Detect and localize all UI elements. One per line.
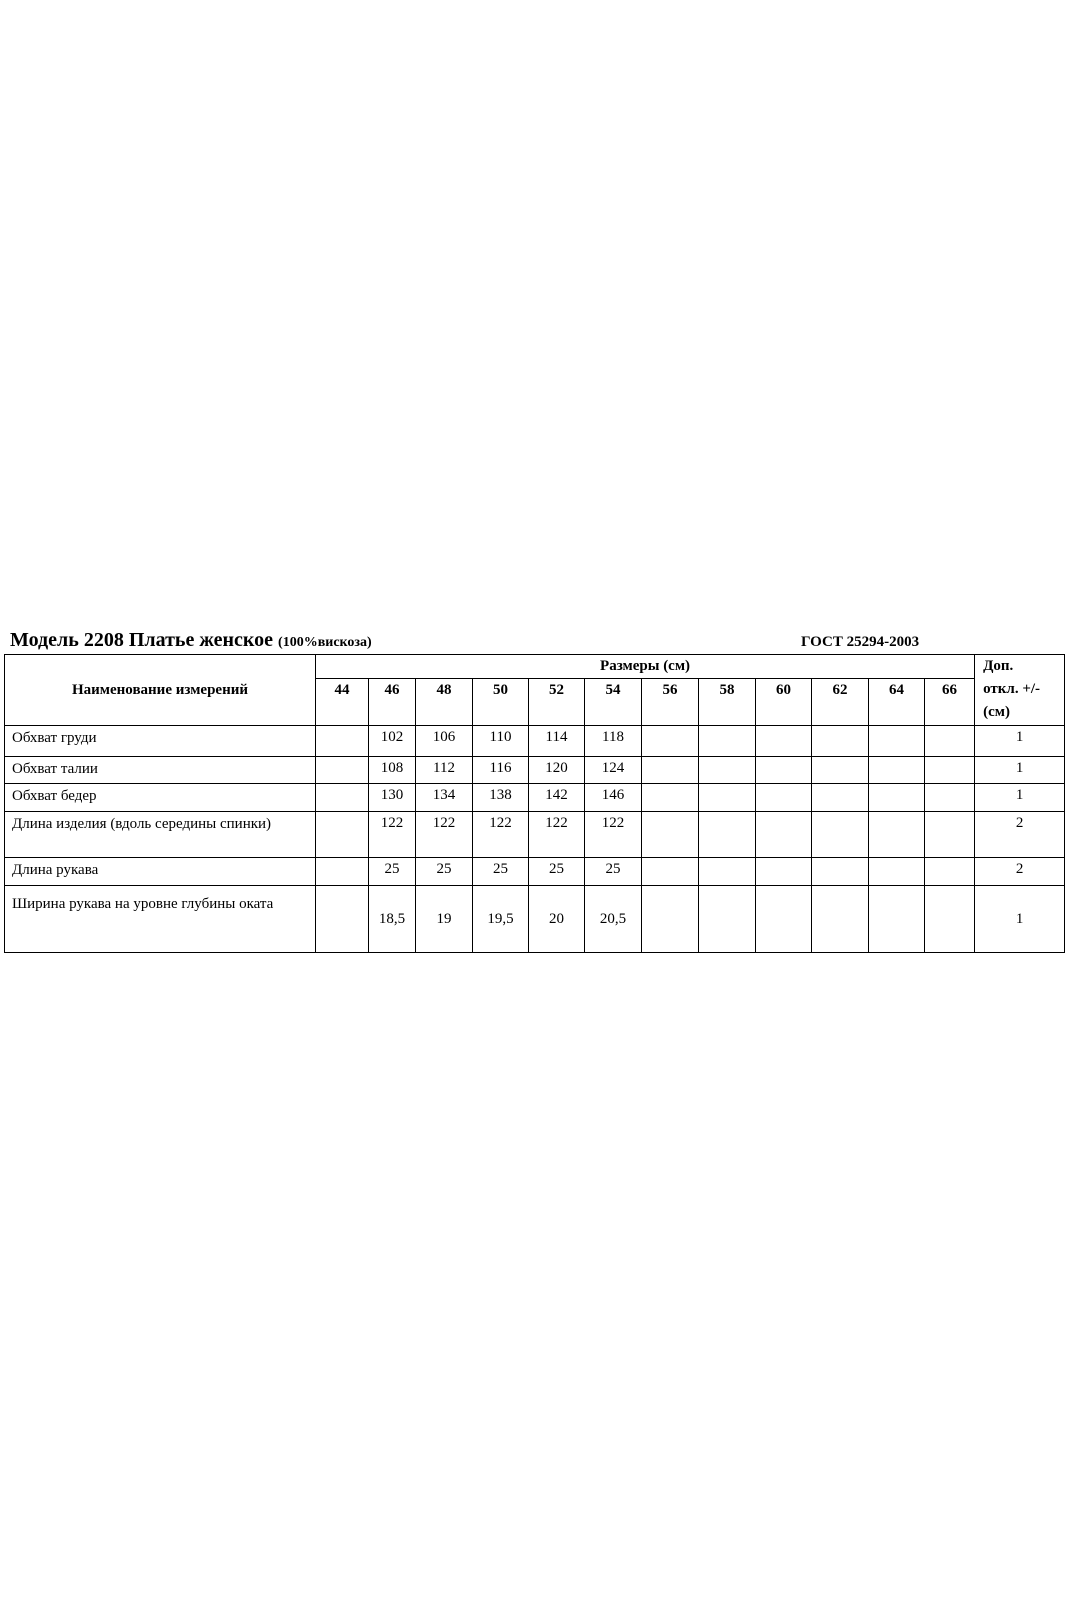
- measurement-value: 120: [529, 757, 585, 784]
- measurement-value: [756, 886, 812, 953]
- sizes-group-header: Размеры (см): [316, 655, 975, 679]
- tolerance-value: 1: [975, 784, 1065, 812]
- measurement-value: 25: [473, 858, 529, 886]
- measurement-value: 25: [529, 858, 585, 886]
- measurement-value: 18,5: [369, 886, 416, 953]
- measurement-value: 142: [529, 784, 585, 812]
- measurement-value: [699, 784, 756, 812]
- size-column-header: 64: [869, 679, 925, 726]
- measurement-value: [642, 784, 699, 812]
- measurement-value: 122: [529, 812, 585, 858]
- measurement-value: 122: [585, 812, 642, 858]
- measurement-value: [869, 858, 925, 886]
- measurement-value: 25: [585, 858, 642, 886]
- measurement-value: [812, 726, 869, 757]
- tolerance-value: 1: [975, 726, 1065, 757]
- measurement-value: [642, 886, 699, 953]
- table-row: [5, 886, 1065, 953]
- size-column-header: 46: [369, 679, 416, 726]
- tolerance-header-line: Доп.: [983, 658, 1014, 674]
- tolerance-value: 2: [975, 858, 1065, 886]
- measurement-value: [316, 886, 369, 953]
- table-row: [5, 858, 1065, 886]
- measurement-name: Длина изделия (вдоль середины спинки): [5, 812, 316, 858]
- measurement-value: [812, 757, 869, 784]
- measurement-value: [316, 812, 369, 858]
- measurement-value: [869, 757, 925, 784]
- measurement-value: 122: [473, 812, 529, 858]
- model-title: [10, 629, 372, 652]
- measurement-value: [699, 886, 756, 953]
- measurement-value: [869, 812, 925, 858]
- measurement-value: [812, 858, 869, 886]
- measurement-value: 19,5: [473, 886, 529, 953]
- measurement-name: Обхват бедер: [5, 784, 316, 812]
- tolerance-value: 1: [975, 886, 1065, 953]
- measurement-value: 25: [369, 858, 416, 886]
- table-row: [5, 784, 1065, 812]
- measurement-value: [699, 812, 756, 858]
- measurement-value: [925, 858, 975, 886]
- measurement-value: 106: [416, 726, 473, 757]
- model-name: Модель 2208 Платье женское: [10, 629, 274, 651]
- measurement-value: [756, 757, 812, 784]
- document-header: [10, 629, 1060, 655]
- tolerance-header-line: (см): [983, 704, 1010, 720]
- table-row: [5, 757, 1065, 784]
- measurement-value: [812, 886, 869, 953]
- measurement-value: [925, 812, 975, 858]
- measurement-value: 102: [369, 726, 416, 757]
- measurement-value: [699, 858, 756, 886]
- size-column-header: 60: [756, 679, 812, 726]
- table-body: [5, 726, 1065, 953]
- measurement-value: 114: [529, 726, 585, 757]
- measurement-name-header: Наименование измерений: [5, 655, 316, 726]
- measurement-value: [869, 726, 925, 757]
- measurement-value: [925, 726, 975, 757]
- measurement-value: [756, 784, 812, 812]
- measurement-name: Обхват талии: [5, 757, 316, 784]
- measurement-value: [812, 812, 869, 858]
- measurement-value: [642, 812, 699, 858]
- measurement-value: [699, 726, 756, 757]
- measurement-value: [316, 784, 369, 812]
- tolerance-header: [975, 655, 1065, 726]
- measurement-value: [925, 784, 975, 812]
- size-column-header: 58: [699, 679, 756, 726]
- size-column-header: 66: [925, 679, 975, 726]
- size-column-header: 52: [529, 679, 585, 726]
- measurement-name: Ширина рукава на уровне глубины оката: [5, 886, 316, 953]
- table-header-row: [5, 655, 1065, 679]
- measurement-value: [869, 784, 925, 812]
- measurement-value: [642, 858, 699, 886]
- measurement-value: 116: [473, 757, 529, 784]
- measurement-value: [756, 726, 812, 757]
- measurement-value: 20,5: [585, 886, 642, 953]
- measurement-value: [642, 726, 699, 757]
- measurement-value: [869, 886, 925, 953]
- measurement-value: [699, 757, 756, 784]
- tolerance-value: 2: [975, 812, 1065, 858]
- measurement-value: [756, 812, 812, 858]
- measurement-value: [756, 858, 812, 886]
- size-column-header: 56: [642, 679, 699, 726]
- measurement-value: [925, 886, 975, 953]
- measurement-value: 122: [369, 812, 416, 858]
- size-chart-table: [4, 654, 1065, 953]
- table-row: [5, 726, 1065, 757]
- measurement-name: Обхват груди: [5, 726, 316, 757]
- measurement-value: [925, 757, 975, 784]
- tolerance-value: 1: [975, 757, 1065, 784]
- size-column-header: 50: [473, 679, 529, 726]
- size-column-header: 62: [812, 679, 869, 726]
- measurement-value: 122: [416, 812, 473, 858]
- measurement-name: Длина рукава: [5, 858, 316, 886]
- measurement-value: 146: [585, 784, 642, 812]
- size-column-header: 48: [416, 679, 473, 726]
- measurement-value: 25: [416, 858, 473, 886]
- gost-standard: ГОСТ 25294-2003: [801, 634, 920, 650]
- measurement-value: 108: [369, 757, 416, 784]
- size-column-header: 54: [585, 679, 642, 726]
- measurement-value: 130: [369, 784, 416, 812]
- measurement-value: 134: [416, 784, 473, 812]
- table-row: [5, 812, 1065, 858]
- measurement-value: 112: [416, 757, 473, 784]
- measurement-value: 19: [416, 886, 473, 953]
- measurement-value: [812, 784, 869, 812]
- tolerance-header-line: откл. +/-: [983, 681, 1041, 697]
- measurement-value: [316, 726, 369, 757]
- measurement-value: [316, 757, 369, 784]
- measurement-value: [642, 757, 699, 784]
- measurement-value: 110: [473, 726, 529, 757]
- measurement-value: 20: [529, 886, 585, 953]
- measurement-value: 124: [585, 757, 642, 784]
- measurement-value: 138: [473, 784, 529, 812]
- size-column-header: 44: [316, 679, 369, 726]
- material-composition: (100%вискоза): [278, 635, 372, 650]
- measurement-value: [316, 858, 369, 886]
- measurement-value: 118: [585, 726, 642, 757]
